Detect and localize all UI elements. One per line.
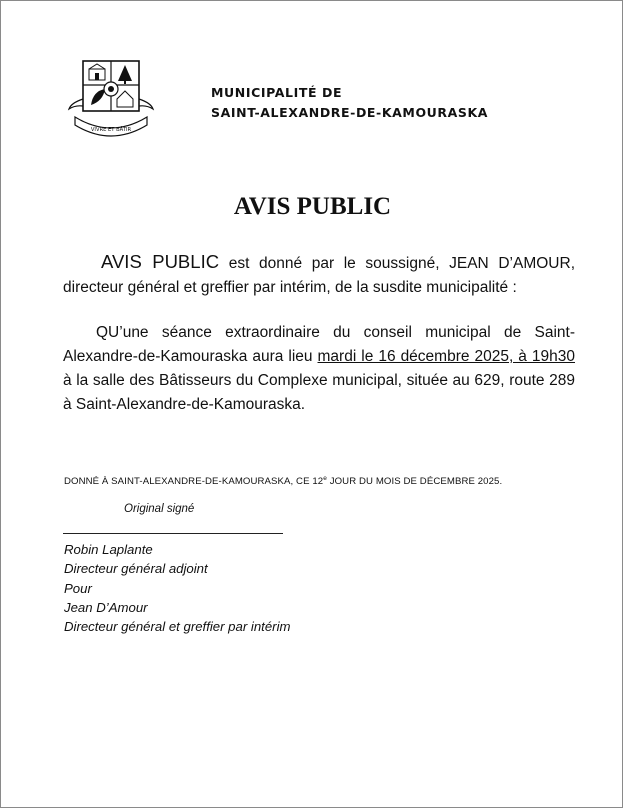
given-at-line [64, 475, 502, 487]
municipality-line-2: SAINT-ALEXANDRE-DE-KAMOURASKA [211, 105, 489, 120]
given-superscript: e [323, 475, 327, 482]
meeting-paragraph [63, 321, 575, 417]
meeting-date-time: mardi le 16 décembre 2025, à 19h30 [317, 348, 575, 365]
municipality-line-1: MUNICIPALITÉ DE [211, 85, 343, 100]
on-behalf-label: Pour [64, 580, 92, 596]
meeting-text-1: QU’une séance extraordinaire du conseil municipal de Saint-Alexandre-de-Kamouraska aura lieu [63, 324, 575, 365]
page-title: AVIS PUBLIC [233, 193, 392, 220]
principal-name: Jean D’Amour [64, 599, 148, 615]
meeting-location: à la salle des Bâtisseurs du Complexe municipal, [63, 372, 402, 389]
signature-line [63, 533, 283, 534]
signer-title: Directeur général adjoint [64, 561, 208, 577]
given-text-before: DONNÉ À SAINT-ALEXANDRE-DE-KAMOURASKA, CE 12 [64, 476, 324, 488]
intro-paragraph [63, 250, 575, 300]
signature-block [64, 540, 290, 636]
municipal-crest-logo [65, 59, 157, 143]
meeting-address: située au 629, route 289 à Saint-Alexandre-de-Kamouraska. [63, 372, 575, 413]
intro-text: est donné par le soussigné, JEAN D’AMOUR, directeur général et greffier par intérim, de la susdite municipalité : [63, 255, 576, 296]
intro-lead: AVIS PUBLIC [101, 251, 220, 272]
signer-name: Robin Laplante [64, 542, 153, 557]
municipality-header [211, 83, 488, 123]
svg-text:VIVRE ET BÂTIR: VIVRE ET BÂTIR [90, 127, 132, 133]
given-text-after: JOUR DU MOIS DE DÉCEMBRE 2025. [326, 476, 503, 488]
original-signed-note: Original signé [124, 503, 195, 515]
principal-title: Directeur général et greffier par intérim [64, 619, 291, 635]
